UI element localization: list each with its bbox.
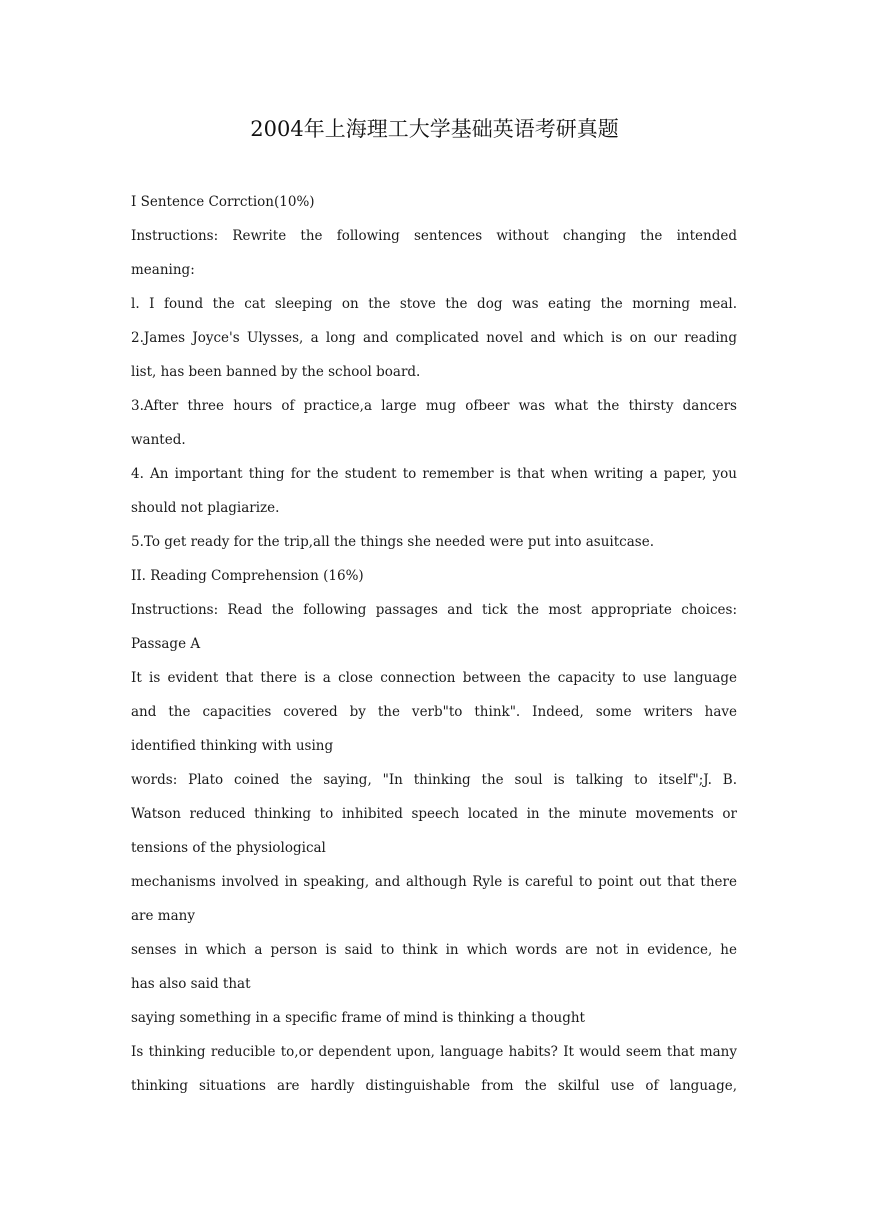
passage-line: senses in which a person is said to think in which words are not in evidence, he xyxy=(131,942,737,958)
passage-line: saying something in a specific frame of mind is thinking a thought xyxy=(131,1010,585,1026)
instructions-line: meaning: xyxy=(131,262,195,278)
question-line: l. I found the cat sleeping on the stove the dog was eating the morning meal. xyxy=(131,296,737,312)
passage-line: Is thinking reducible to,or dependent upon, language habits? It would seem that many xyxy=(131,1044,737,1060)
question-line: wanted. xyxy=(131,432,186,448)
passage-line: are many xyxy=(131,908,195,924)
section-heading-sentence-correction: I Sentence Corrction(10%) xyxy=(131,194,315,210)
passage-line: tensions of the physiological xyxy=(131,840,326,856)
passage-line: thinking situations are hardly distinguishable from the skilful use of language, xyxy=(131,1078,737,1094)
question-line: list, has been banned by the school board. xyxy=(131,364,421,380)
passage-line: It is evident that there is a close connection between the capacity to use language xyxy=(131,670,737,686)
passage-line: words: Plato coined the saying, "In thinking the soul is talking to itself";J. B. xyxy=(131,772,737,788)
passage-line: identified thinking with using xyxy=(131,738,334,754)
passage-line: and the capacities covered by the verb"to think". Indeed, some writers have xyxy=(131,704,737,720)
section-heading-reading-comprehension: II. Reading Comprehension (16%) xyxy=(131,568,364,584)
document-title: 2004年上海理工大学基础英语考研真题 xyxy=(250,117,619,141)
question-line: 5.To get ready for the trip,all the things she needed were put into asuitcase. xyxy=(131,534,654,550)
question-line: 2.James Joyce's Ulysses, a long and complicated novel and which is on our reading xyxy=(131,330,737,346)
instructions-line: Instructions: Read the following passages and tick the most appropriate choices: xyxy=(131,602,737,618)
question-line: should not plagiarize. xyxy=(131,500,280,516)
passage-line: Watson reduced thinking to inhibited speech located in the minute movements or xyxy=(131,806,737,822)
document-body xyxy=(131,186,737,1104)
passage-line: has also said that xyxy=(131,976,251,992)
passage-line: mechanisms involved in speaking, and although Ryle is careful to point out that there xyxy=(131,874,737,890)
passage-heading: Passage A xyxy=(131,636,201,652)
question-line: 3.After three hours of practice,a large mug ofbeer was what the thirsty dancers xyxy=(131,398,737,414)
instructions-line: Instructions: Rewrite the following sentences without changing the intended xyxy=(131,228,737,244)
question-line: 4. An important thing for the student to remember is that when writing a paper, you xyxy=(131,466,737,482)
